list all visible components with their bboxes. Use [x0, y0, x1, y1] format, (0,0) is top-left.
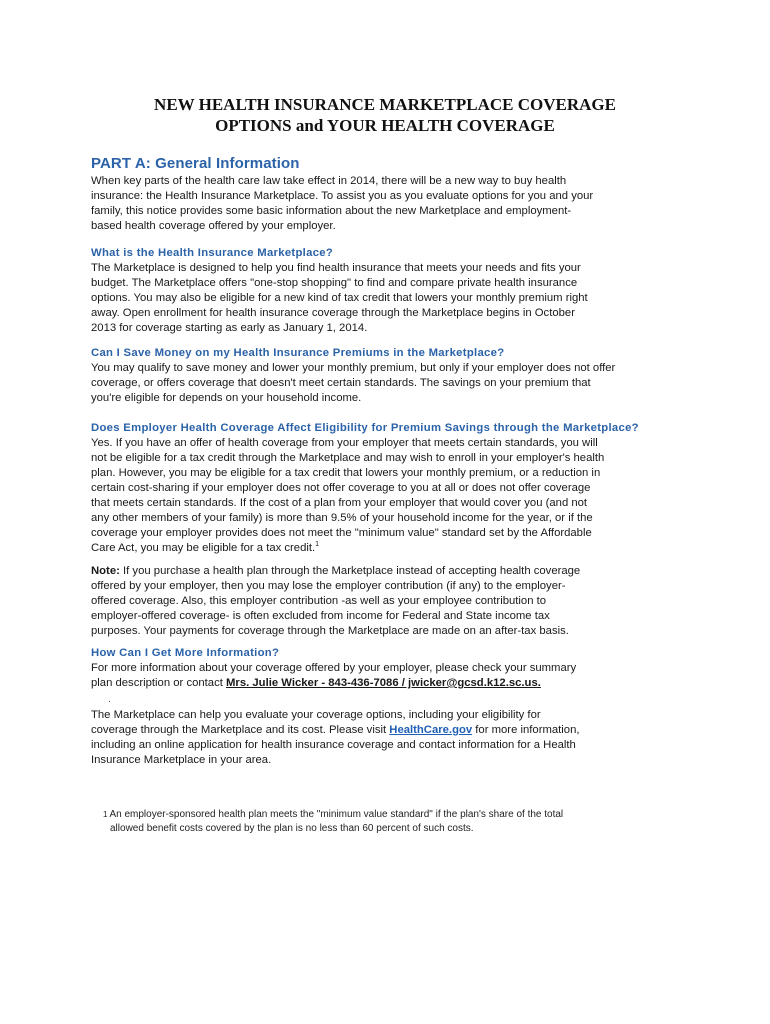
intro-line: based health coverage offered by your employer.	[91, 220, 336, 232]
paragraph-line: certain cost-sharing if your employer does not offer coverage to you at all or does not offer coverage	[91, 482, 591, 494]
title-line-2: OPTIONS and YOUR HEALTH COVERAGE	[215, 116, 555, 135]
paragraph-line: You may qualify to save money and lower your monthly premium, but only if your employer does not offer	[91, 362, 616, 374]
note-first-line-text: If you purchase a health plan through the Marketplace instead of accepting health coverage	[119, 565, 581, 577]
healthcare-prefix: coverage through the Marketplace and its cost. Please visit	[91, 724, 390, 736]
intro-line: When key parts of the health care law take effect in 2014, there will be a new way to buy health	[91, 175, 567, 187]
healthcare-line	[91, 723, 671, 738]
section-more-info	[91, 646, 671, 691]
paragraph-line: offered coverage. Also, this employer contribution -as well as your employee contribution to	[91, 595, 547, 607]
paragraph-line: The Marketplace can help you evaluate your coverage options, including your eligibility for	[91, 709, 541, 721]
section-employer-coverage	[91, 421, 671, 556]
section-save-money	[91, 346, 671, 406]
paragraph-line: Yes. If you have an offer of health coverage from your employer that meets certain standards, you will	[91, 437, 598, 449]
question-what-is-marketplace: What is the Health Insurance Marketplace?	[91, 247, 334, 259]
paragraph-line: Insurance Marketplace in your area.	[91, 754, 272, 766]
paragraph-line: plan. However, you may be eligible for a tax credit that lowers your monthly premium, or a reduction in	[91, 467, 601, 479]
footnote	[103, 808, 663, 836]
intro-paragraph	[91, 174, 671, 234]
page-title	[80, 94, 690, 136]
question-employer-coverage: Does Employer Health Coverage Affect Eligibility for Premium Savings through the Marketplace?	[91, 422, 639, 434]
paragraph-line: coverage your employer provides does not meet the "minimum value" standard set by the Affordable	[91, 527, 592, 539]
section-what-is-marketplace	[91, 246, 671, 336]
footnote-reference: 1	[315, 541, 320, 549]
footnote-line-2: allowed benefit costs covered by the plan is no less than 60 percent of such costs.	[110, 823, 474, 834]
paragraph-line: budget. The Marketplace offers "one-stop shopping" to find and compare private health insurance	[91, 277, 578, 289]
note-first-line	[91, 564, 671, 579]
paragraph-line: any other members of your family) is more than 9.5% of your household income for the year, or if the	[91, 512, 593, 524]
paragraph-line: not be eligible for a tax credit through the Marketplace and may wish to enroll in your employer's health	[91, 452, 605, 464]
paragraph-line: purposes. Your payments for coverage through the Marketplace are made on an after-tax basis.	[91, 625, 569, 637]
footnote-line-1	[103, 808, 663, 822]
stray-dot: .	[108, 694, 111, 705]
question-more-info: How Can I Get More Information?	[91, 647, 280, 659]
footnote-mark: 1	[103, 810, 108, 819]
question-save-money: Can I Save Money on my Health Insurance Premiums in the Marketplace?	[91, 347, 505, 359]
note-label: Note:	[91, 565, 120, 577]
paragraph-line: The Marketplace is designed to help you find health insurance that meets your needs and fits your	[91, 262, 581, 274]
contact-prefix: plan description or contact	[91, 677, 227, 689]
paragraph-line: 2013 for coverage starting as early as January 1, 2014.	[91, 322, 368, 334]
paragraph-line: For more information about your coverage offered by your employer, please check your summary	[91, 662, 577, 674]
paragraph-line: you're eligible for depends on your household income.	[91, 392, 362, 404]
paragraph-line	[91, 541, 671, 556]
last-line-text: Care Act, you may be eligible for a tax credit.	[91, 542, 316, 554]
paragraph-line: options. You may also be eligible for a new kind of tax credit that lowers your monthly premium right	[91, 292, 588, 304]
title-line-1: NEW HEALTH INSURANCE MARKETPLACE COVERAGE	[154, 95, 616, 114]
part-a-heading: PART A: General Information	[91, 155, 300, 172]
contact-line	[91, 676, 671, 691]
intro-line: insurance: the Health Insurance Marketplace. To assist you as you evaluate options for you and your	[91, 190, 594, 202]
healthcare-suffix: for more information,	[472, 724, 580, 736]
paragraph-line: that meets certain standards. If the cost of a plan from your employer that would cover you (and not	[91, 497, 588, 509]
healthcare-gov-link[interactable]: HealthCare.gov	[389, 724, 473, 736]
note-paragraph	[91, 564, 671, 639]
employer-contact-link[interactable]: Mrs. Julie Wicker - 843-436-7086 / jwicker@gcsd.k12.sc.us.	[226, 677, 541, 689]
intro-line: family, this notice provides some basic information about the new Marketplace and employment-	[91, 205, 572, 217]
paragraph-line: away. Open enrollment for health insurance coverage through the Marketplace begins in October	[91, 307, 575, 319]
paragraph-line: employer-offered coverage- is often excluded from income for Federal and State income tax	[91, 610, 550, 622]
marketplace-paragraph	[91, 708, 671, 768]
paragraph-line: coverage, or offers coverage that doesn't meet certain standards. The savings on your premium that	[91, 377, 591, 389]
paragraph-line: offered by your employer, then you may lose the employer contribution (if any) to the employer-	[91, 580, 566, 592]
paragraph-line: including an online application for health insurance coverage and contact information for a Health	[91, 739, 576, 751]
footnote-text-1: An employer-sponsored health plan meets the "minimum value standard" if the plan's share of the total	[109, 809, 564, 820]
